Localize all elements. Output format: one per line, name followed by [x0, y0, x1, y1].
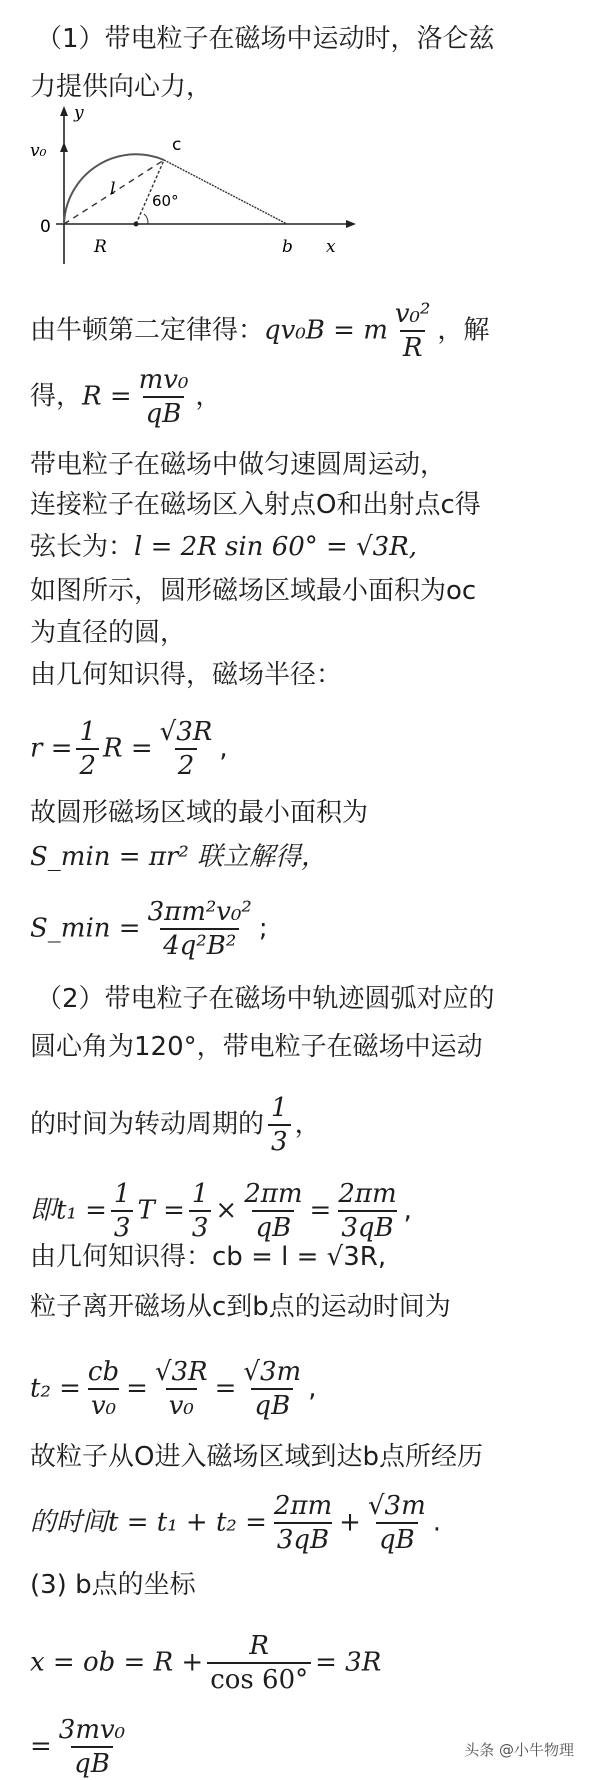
newton-fraction: $\frac{\text{v₀²}}{R}$: [394, 299, 431, 363]
radius-solve-line: [30, 364, 221, 430]
radius-eq-left: r =: [30, 733, 73, 764]
center-label: R: [94, 237, 107, 257]
smin-result-line: [30, 896, 268, 962]
t2-tail: ,: [308, 1373, 317, 1404]
line3-text: 的时间为转动周期的: [30, 1109, 265, 1140]
t1-prefix: 即t₁ =: [30, 1195, 107, 1226]
x-prefix: x = ob = R +: [30, 1647, 204, 1678]
newton-law-line: [30, 298, 489, 364]
smin-fraction: $\frac{\text{3πm²v₀²}}{\text{4q²B²}}$: [147, 897, 252, 961]
newton-eq-left: qv₀B = m: [264, 315, 388, 346]
x-tail: = 3R: [315, 1647, 382, 1678]
radius-fraction: $\frac{√3R}{2}$: [159, 717, 213, 781]
chord-label-text: 弦长为：: [30, 532, 135, 562]
cb-line: 由几何知识得：cb = l = √3R,: [30, 1242, 387, 1272]
total-line1: 故粒子从O进入磁场区域到达b点所经历: [30, 1442, 483, 1472]
t1-fraction-3: $\frac{2\pi m}{qB}$: [244, 1179, 303, 1243]
watermark: 头条 @小牛物理: [464, 1741, 574, 1759]
leave-line: 粒子离开磁场从c到b点的运动时间为: [30, 1292, 451, 1322]
t1-mid: T =: [137, 1195, 185, 1226]
radius-mid: R =: [103, 733, 153, 764]
min-area-line2: 为直径的圆，: [30, 618, 187, 648]
solve-tail: ，: [195, 381, 222, 412]
one-third-fraction: $\frac{1}{3}$: [268, 1092, 291, 1158]
y-axis-arrow-icon: [60, 106, 68, 116]
x-axis-arrow-icon: [346, 220, 356, 228]
smin-formula: S_min = πr² 联立解得，: [30, 842, 328, 872]
min-area-line1: 如图所示，圆形磁场区域最小面积为oc: [30, 576, 477, 606]
part1-heading-line1: （1）带电粒子在磁场中运动时，洛仑兹: [36, 24, 495, 54]
t2-fraction-2: $\frac{√3R}{\text{v₀}}$: [154, 1357, 208, 1421]
equals-sign: =: [309, 1195, 332, 1226]
times-sign: ×: [215, 1195, 238, 1226]
plus-sign: +: [339, 1507, 361, 1538]
final-fraction: $\frac{\text{3mv₀}}{qB}$: [58, 1715, 126, 1779]
final-line: [30, 1714, 132, 1780]
uniform-motion-line: 带电粒子在磁场中做匀速圆周运动，: [30, 450, 447, 480]
t1-tail: ,: [403, 1195, 412, 1226]
t1-fraction-1: $\frac{1}{3}$: [111, 1178, 134, 1244]
origin-label: 0: [40, 217, 51, 237]
point-b-label: b: [282, 237, 293, 257]
line3-tail: ，: [294, 1109, 321, 1140]
total-line2: [30, 1490, 441, 1556]
solve-fraction: $\frac{\text{mv₀}}{qB}$: [138, 365, 189, 429]
part2-line2: 圆心角为120°，带电粒子在磁场中运动: [30, 1032, 483, 1062]
velocity-label: v₀: [30, 141, 47, 161]
x-coordinate-line: [30, 1630, 381, 1696]
newton-tail: ，解: [437, 315, 490, 346]
total-fraction-2: $\frac{√3m}{qB}$: [367, 1491, 426, 1555]
total-tail: .: [432, 1507, 441, 1538]
part1-heading-line2: 力提供向心力，: [30, 72, 213, 102]
part2-line3: [30, 1092, 321, 1158]
newton-label: 由牛顿第二定律得：: [30, 315, 265, 346]
t2-fraction-1: $\frac{cb}{\text{v₀}}$: [87, 1357, 120, 1421]
radius-tail: ,: [219, 733, 228, 764]
velocity-arrow-icon: [60, 142, 68, 152]
point-c-label: c: [172, 135, 182, 155]
t2-prefix: t₂ =: [30, 1373, 81, 1404]
total-fraction-1: $\frac{2\pi m}{3qB}$: [273, 1491, 333, 1555]
chord-line: [30, 530, 417, 564]
connect-line: 连接粒子在磁场区入射点O和出射点c得: [30, 490, 481, 520]
final-prefix: =: [30, 1731, 52, 1762]
x-fraction: $\frac{R}{\cos 60^\circ}$: [207, 1630, 311, 1696]
t2-line: t₂ = $\frac{cb}{\text{v₀}}$ = $\frac{√3R}{\text{v₀}}$ = $\frac{√3m}{qB}$ ,: [30, 1357, 317, 1421]
smin-left: S_min =: [30, 913, 141, 944]
x-axis-label: x: [326, 237, 336, 257]
smin-formula-line: [30, 840, 327, 874]
radius-half-fraction: $\frac{1}{2}$: [76, 716, 99, 782]
chord-equation: l = 2R sin 60° = √3R,: [134, 532, 418, 562]
t1-fraction-4: $\frac{2\pi m}{3qB}$: [338, 1179, 397, 1243]
radius-eq-line: [30, 716, 228, 782]
solve-eq-left: R =: [82, 381, 132, 412]
chord-label: l: [110, 179, 116, 199]
geometry-label-line: 由几何知识得，磁场半径：: [30, 660, 343, 690]
angle-label: 60°: [152, 192, 179, 210]
min-area-label-line: 故圆形磁场区域的最小面积为: [30, 798, 369, 828]
y-axis-label: y: [74, 104, 84, 123]
total-prefix: 的时间t = t₁ + t₂ =: [30, 1507, 267, 1538]
t1-fraction-2: $\frac{1}{3}$: [189, 1178, 212, 1244]
trajectory-diagram: [26, 104, 356, 274]
part3-heading: (3) b点的坐标: [30, 1570, 196, 1600]
t1-line: [30, 1178, 412, 1244]
solve-label: 得，: [30, 381, 83, 412]
smin-tail: ;: [258, 913, 268, 944]
t2-fraction-3: $\frac{√3m}{qB}$: [243, 1357, 302, 1421]
part2-line1: （2）带电粒子在磁场中轨迹圆弧对应的: [36, 984, 495, 1014]
